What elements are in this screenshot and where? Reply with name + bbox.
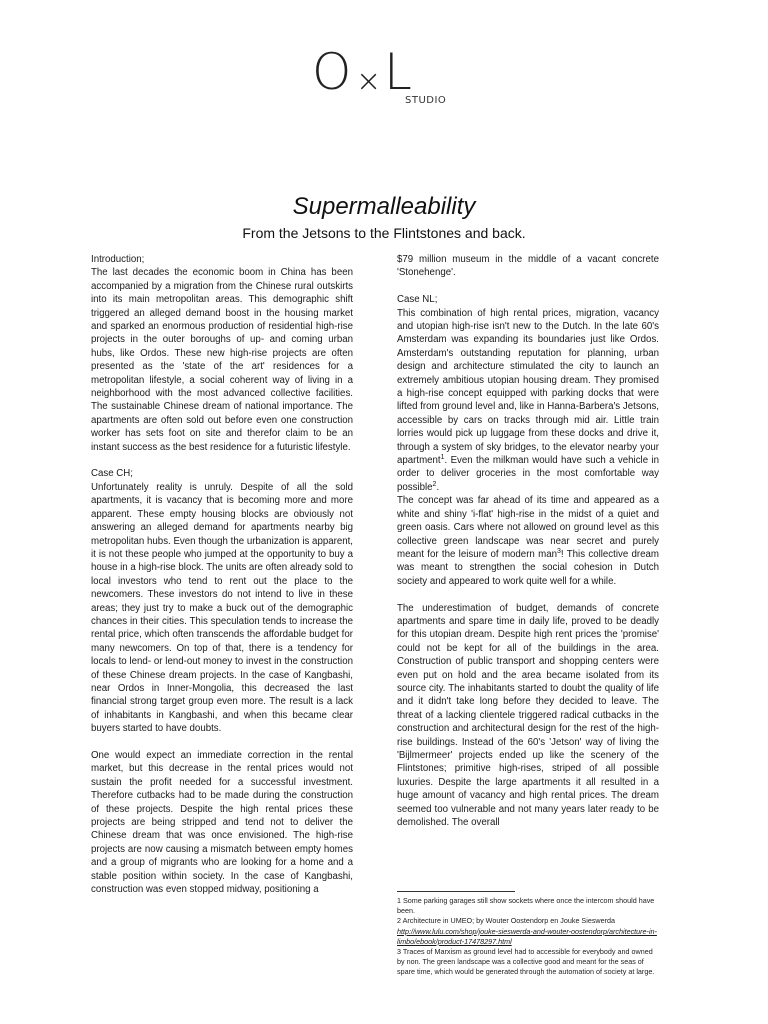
oxl-studio-logo	[312, 43, 447, 110]
footnote-ref-1: 1	[440, 453, 445, 461]
paragraph-continuation: $79 million museum in the middle of a vacant concrete 'Stonehenge'.	[397, 254, 659, 279]
right-column	[397, 253, 659, 843]
document-subtitle: From the Jetsons to the Flintstones and back.	[242, 225, 526, 241]
logo-letter-l: L	[384, 43, 412, 101]
footnote-3: 3 Traces of Marxism as ground level had to accessible for everybody and owned by non. The green landscape was a collective good and meant for the seas of spare time, which would be generated through the automation of society at large.	[397, 947, 655, 977]
concept-text-a: The concept was far ahead of its time and appeared as a white and shiny 'i-flat' high-rise in the midst of a quiet and green oasis. Cars where not allowed on ground level as this collective green landscape was near secret and purely meant for the leisure of modern man	[397, 495, 659, 560]
document-title: Supermalleability	[292, 193, 476, 220]
logo-letter-o: O	[312, 43, 352, 101]
footnote-ref-3: 3	[556, 547, 561, 555]
footnote-divider	[397, 891, 515, 892]
left-column	[91, 253, 353, 910]
case-nl-text-b: . Even the milkman would have such a vehicle in order to deliver groceries in the most comfortable way possible	[397, 455, 659, 493]
paragraph-case-nl	[397, 307, 659, 495]
logo-times-sign: ×	[356, 64, 382, 99]
footnote-2: 2 Architecture in UMEO; by Wouter Oostendorp en Jouke Sieswerda	[397, 916, 615, 926]
paragraph-introduction: The last decades the economic boom in China has been accompanied by a migration from the Chinese rural outskirts into its main metropolitan areas. This demographic shift triggered an alleged demand boost in the housing market and sparked an enormous production of residential high-rise projects in the outer boroughs of up- and coming urban hubs, like Ordos. These new high-rise projects are often presented as the 'state of the art' residences for a metropolitan lifestyle, a social coherent way of living in a neighborhood with the most advanced collective facilities. The sustainable Chinese dream of national importance. The apartments are often sold out before even one construction worker has sets foot on site and therefor claim to be an instant success as the best residence for a futuristic lifestyle.	[91, 267, 353, 453]
section-heading-case-ch: Case CH;	[91, 468, 133, 480]
footnote-2-link-line	[397, 927, 659, 947]
case-nl-text-c: .	[436, 481, 440, 493]
concept-text-b: ! This collective dream was meant to strengthen the social cohesion in Dutch society and appeared to work quite well for a while.	[397, 548, 659, 587]
paragraph-correction: One would expect an immediate correction in the rental market, but this decrease in the rental prices would not sustain the profit needed for a successful investment. Therefore cutbacks had to be made during the construction of these projects. Despite the high rental prices these projects are being stripped and tend not to deliver the Chinese dream that was once envisioned. The high-rise projects are now causing a mismatch between empty homes and a group of migrants who are looking for a home and a stable position within society. In the case of Kangbashi, construction was even stopped midway, positioning a	[91, 750, 353, 896]
paragraph-underestimation: The underestimation of budget, demands of concrete apartments and spare time in daily life, proved to be deadly for this utopian dream. Despite high rent prices the 'promise' could not be kept for all of the buildings in the area. Construction of public transport and shopping centers were even put on hold and the area became isolated from its source city. The inhabitants started to doubt the quality of life and it didn't take long before they decided to leave. The threat of a lacking clientele triggered radical cutbacks in the construction and architectural design for the rest of the high-rise buildings. Instead of the 60's 'Jetson' way of living the 'Bijlmermeer' projects ended up like the scenery of the Flintstones; primitive high-rises, striped of all possible luxuries. Despite the large apartments it all resulted in a huge amount of vacancy and high rental prices. The dream seemed too vulnerable and not many years later ready to be demolished. The overall	[397, 602, 659, 829]
logo-studio-label: STUDIO	[405, 95, 447, 106]
footnote-2-link[interactable]: http://www.lulu.com/shop/jouke-sieswerda-and-wouter-oostendorp/architecture-in-limbo/ebook/product-17478297.html	[397, 926, 657, 946]
paragraph-case-ch: Unfortunately reality is unruly. Despite of all the sold apartments, it is vacancy that is becoming more and more apparent. These empty housing blocks are obviously not answering an alleged demand for apartments nearby big metropolitan hubs. Even though the urbanization is apparent, it is not these people who jumped at the opportunity to buy a house in a high-rise block. The units are often already sold to local investors who tend to rent out the place to the newcomers. These investors do not intend to live in these areas; they just try to make a buck out of the demographic chances in their cities. This speculation tends to increase the rental price, which often transcends the affordable budget for many newcomers. On top of that, there is a tendency for locals to lend- or lend-out money to invest in the construction of these Chinese dream projects. In the case of Kangbashi, near Ordos in Inner-Mongolia, this decreased the last financial strong target group even more. The result is a lack of inhabitants in Kangbashi, and when this became clear buyers started to have doubts.	[91, 481, 353, 735]
case-nl-text-a: This combination of high rental prices, migration, vacancy and utopian high-rise isn't new to the Dutch. In the late 60's Amsterdam was expanding its boundaries just like Ordos. Amsterdam's outstanding reputation for planning, urban design and architecture stimulated the city to launch an extremely ambitious utopian housing dream. They promised a high-rise concept equipped with parking docks that were lifted from ground level and, like in Hanna-Barbera's Jetsons, accessible by cars on tracks through mid air. Little train lorries would pick up luggage from these docks and drive it, through a system of sky bridges, to the elevator nearby your apartment	[397, 307, 659, 467]
footnote-ref-2: 2	[432, 480, 437, 488]
section-heading-case-nl: Case NL;	[397, 294, 438, 306]
section-heading-introduction: Introduction;	[91, 254, 145, 265]
paragraph-concept	[397, 494, 659, 588]
footnotes	[397, 896, 659, 978]
footnote-1: 1 Some parking garages still show sockets where once the intercom should have been.	[397, 896, 655, 916]
